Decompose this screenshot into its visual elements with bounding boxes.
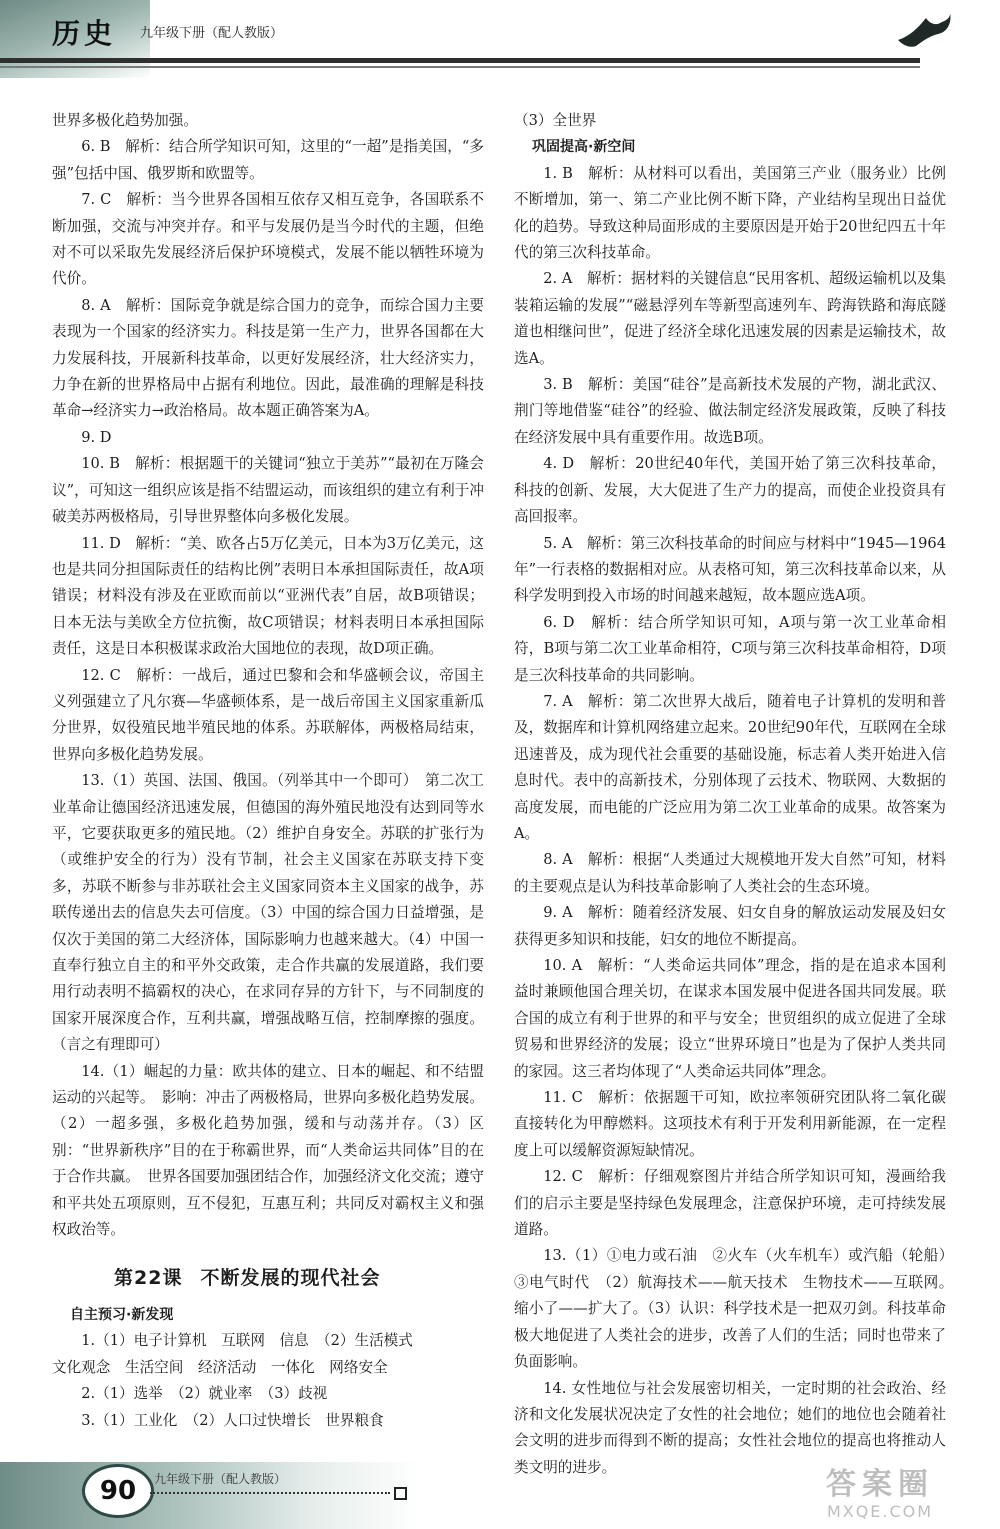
- lesson-number: 第22课: [114, 1267, 183, 1290]
- lesson-title: [114, 1265, 484, 1291]
- answer-paragraph: 世界多极化趋势加强。: [52, 112, 198, 129]
- answer-paragraph: 12. C 解析：仔细观察图片并结合所学知识可知，漫画给我们的启示主要是坚持绿色发展理念，注意保护环境，走可持续发展道路。: [514, 1168, 946, 1239]
- header-rule-thin: [0, 66, 920, 68]
- watermark-logo: [780, 1468, 980, 1524]
- page-footer: [0, 1462, 1000, 1529]
- footer-square-icon: [394, 1487, 407, 1500]
- answer-paragraph: 1. B 解析：从材料可以看出，美国第三产业（服务业）比例不断增加，第一、第二产业比例不断下降，产业结构呈现出日益优化的趋势。导致这种局面形成的主要原因是开始于20世纪四五十年代的第三次科技革命。: [514, 164, 946, 262]
- page-header: [0, 0, 1000, 78]
- answer-paragraph: 13.（1）①电力或石油 ②火车（火车机车）或汽船（轮船） ③电气时代 （2）航海技术——航天技术 生物技术——互联网。 缩小了——扩大了。（3）认识：科学技术是一把双刃剑。科技革命极大地促进了人类社会的进步，改善了人们的生活；同时也带来了负面影响。: [514, 1247, 961, 1371]
- answer-paragraph: 10. B 解析：根据题干的关键词“独立于美苏”“最初在万隆会议”，可知这一组织应该是指不结盟运动，而该组织的建立有利于冲破美苏两极格局，引导世界整体向多极化发展。: [52, 455, 484, 526]
- section-head-preview: 自主预习·新发现: [70, 1306, 174, 1323]
- answer-paragraph: 5. A 解析：第三次科技革命的时间应与材料中“1945—1964年”一行表格的数据相对应。从表格可知，第三次科技革命以来，从科学发明到投入市场的时间越来越短，故本题应选A项。: [514, 534, 946, 605]
- answer-paragraph: 11. C 解析：依据题干可知，欧拉率领研究团队将二氧化碳直接转化为甲醇燃料。这项技术有利于开发利用新能源，在一定程度上可以缓解资源短缺情况。: [514, 1089, 946, 1159]
- preview-line: 文化观念 生活空间 经济活动 一体化 网络安全: [52, 1358, 388, 1376]
- watermark-top: 答案圈: [826, 1467, 934, 1502]
- right-column: [514, 108, 961, 1481]
- answer-paragraph: 14.（1）崛起的力量：欧共体的建立、日本的崛起、和不结盟运动的兴起等。 影响：冲击了两极格局，世界向多极化趋势发展。（2）一超多强，多极化趋势加强，缓和与动荡并存。（3）区别：“世界新秩序”目的在于称霸世界，而“人类命运共同体”目的在于合作共赢。 世界各国要加强团结合作，加强经济文化交流；遵守和平共处五项原则，互不侵犯，互惠互利；共同反对霸权主义和强权政治等。: [52, 1062, 484, 1239]
- answer-paragraph: 6. D 解析：结合所学知识可知，A项与第一次工业革命相符，B项与第二次工业革命相符，C项与第三次科技革命相符，D项是三次科技革命的共同影响。: [514, 613, 946, 684]
- section-head-consolidate: 巩固提高·新空间: [532, 139, 636, 156]
- bird-logo-icon: [896, 10, 952, 50]
- left-column: [52, 108, 484, 1434]
- footer-dotted-rule: [150, 1492, 390, 1494]
- left-paragraphs: [52, 108, 484, 1243]
- answer-paragraph: 12. C 解析：一战后，通过巴黎和会和华盛顿会议，帝国主义列强建立了凡尔赛—华盛顿体系，是一战后帝国主义国家重新瓜分世界，奴役殖民地半殖民地的体系。苏联解体，两极格局结束，世界向多极化趋势发展。: [52, 666, 484, 763]
- subject-title: 历史: [52, 17, 117, 50]
- watermark-bottom: MXQE.COM: [826, 1502, 934, 1521]
- answer-paragraph: 13.（1）英国、法国、俄国。（列举其中一个即可） 第二次工业革命让德国经济迅速发展，但德国的海外殖民地没有达到同等水平，它要获取更多的殖民地。（2）维护自身安全。苏联的扩张行为（或维护安全的行为）没有节制，社会主义国家在苏联支持下变多，苏联不断参与非苏联社会主义国家同资本主义国家的战争，苏联传递出去的信息失去可信度。（3）中国的综合国力日益增强，是仅次于美国的第二大经济体，国际影响力也越来越大。（4）中国一直奉行独立自主的和平外交政策，走合作共赢的发展道路，我们要用行动表明不搞霸权的决心，在求同存异的方针下，与不同制度的国家开展深度合作，互利共赢，增强战略互信，控制摩擦的强度。（言之有理即可）: [52, 772, 484, 1054]
- answer-paragraph: 7. A 解析：第二次世界大战后，随着电子计算机的发明和普及，数据库和计算机网络建立起来。20世纪90年代，互联网在全球迅速普及，成为现代社会重要的基础设施，标志着人类开始进入信息时代。表中的高新技术，分别体现了云技术、物联网、大数据的高度发展，而电能的广泛应用为第二次工业革命的成果。故答案为A。: [514, 692, 946, 842]
- answer-paragraph: 6. B 解析：结合所学知识可知，这里的“一超”是指美国，“多强”包括中国、俄罗斯和欧盟等。: [52, 138, 484, 182]
- answer-paragraph: 7. C 解析：当今世界各国相互依存又相互竞争，各国联系不断加强，交流与冲突并存。和平与发展仍是当今时代的主题，但绝对不可以采取先发展经济后保护环境模式，发展不能以牺牲环境为代价。: [52, 191, 484, 288]
- footer-grade-label: 九年级下册（配人教版）: [154, 1472, 287, 1486]
- answer-paragraph: 9. A 解析：随着经济发展、妇女自身的解放运动发展及妇女获得更多知识和技能，妇女的地位不断提高。: [514, 904, 946, 948]
- answer-paragraph: 2. A 解析：据材料的关键信息“民用客机、超级运输机以及集装箱运输的发展”“磁悬浮列车等新型高速列车、跨海铁路和海底隧道也相继问世”，促进了经济全球化迅速发展的因素是运输技术，故选A。: [514, 270, 946, 367]
- preview-line: 1.（1）电子计算机 互联网 信息 （2）生活模式: [81, 1332, 413, 1350]
- grade-label: 九年级下册（配人教版）: [140, 26, 284, 41]
- answer-paragraph: 14. 女性地位与社会发展密切相关，一定时期的社会政治、经济和文化发展状况决定了女性的社会地位；她们的地位也会随着社会文明的进步而得到不断的提高；女性社会地位的提高也将推动人类文明的进步。: [514, 1379, 946, 1476]
- answer-paragraph: 3. B 解析：美国“硅谷”是高新技术发展的产物，湖北武汉、荆门等地借鉴“硅谷”的经验、做法制定经济发展政策，反映了科技在经济发展中具有重要作用。故选B项。: [514, 376, 946, 446]
- header-rule: [0, 58, 920, 63]
- preview-lines: [52, 1328, 484, 1434]
- answer-paragraph: 4. D 解析：20世纪40年代，美国开始了第三次科技革命，科技的创新、发展，大大促进了生产力的提高，而使企业投资具有高回报率。: [514, 455, 946, 526]
- answer-paragraph: 8. A 解析：国际竞争就是综合国力的竞争，而综合国力主要表现为一个国家的经济实力。科技是第一生产力，世界各国都在大力发展科技，开展新科技革命，以更好发展经济，壮大经济实力，力争在新的世界格局中占据有利地位。因此，最准确的理解是科技革命→经济实力→政治格局。故本题正确答案为A。: [52, 296, 484, 420]
- preview-line: 2.（1）选举 （2）就业率 （3）歧视: [81, 1385, 328, 1403]
- page-number: 90: [82, 1464, 154, 1518]
- answer-paragraph: 11. D 解析：“美、欧各占5万亿美元，日本为3万亿美元，这也是共同分担国际责任的结构比例”表明日本承担国际责任，故A项错误；材料没有涉及在亚欧而前以“亚洲代表”自居，故B项错误；日本无法与美欧全方位抗衡，故C项错误；材料表明日本承担国际责任，这是日本积极谋求政治大国地位的表现，故D项正确。: [52, 534, 484, 658]
- right-first-line: （3）全世界: [514, 112, 597, 129]
- lesson-name: 不断发展的现代社会: [200, 1267, 381, 1290]
- answer-paragraph: 9. D: [81, 428, 112, 446]
- answer-paragraph: 10. A 解析：“人类命运共同体”理念，指的是在追求本国利益时兼顾他国合理关切，在谋求本国发展中促进各国共同发展。联合国的成立有利于世界的和平与安全；世贸组织的成立促进了全球贸易和世界经济的发展；设立“世界环境日”也是为了保护人类共同的家园。这三者均体现了“人类命运共同体”理念。: [514, 957, 946, 1080]
- right-paragraphs: [514, 161, 961, 1481]
- answer-paragraph: 8. A 解析：根据“人类通过大规模地开发大自然”可知，材料的主要观点是认为科技革命影响了人类社会的生态环境。: [514, 851, 946, 895]
- preview-line: 3.（1）工业化 （2）人口过快增长 世界粮食: [81, 1411, 384, 1429]
